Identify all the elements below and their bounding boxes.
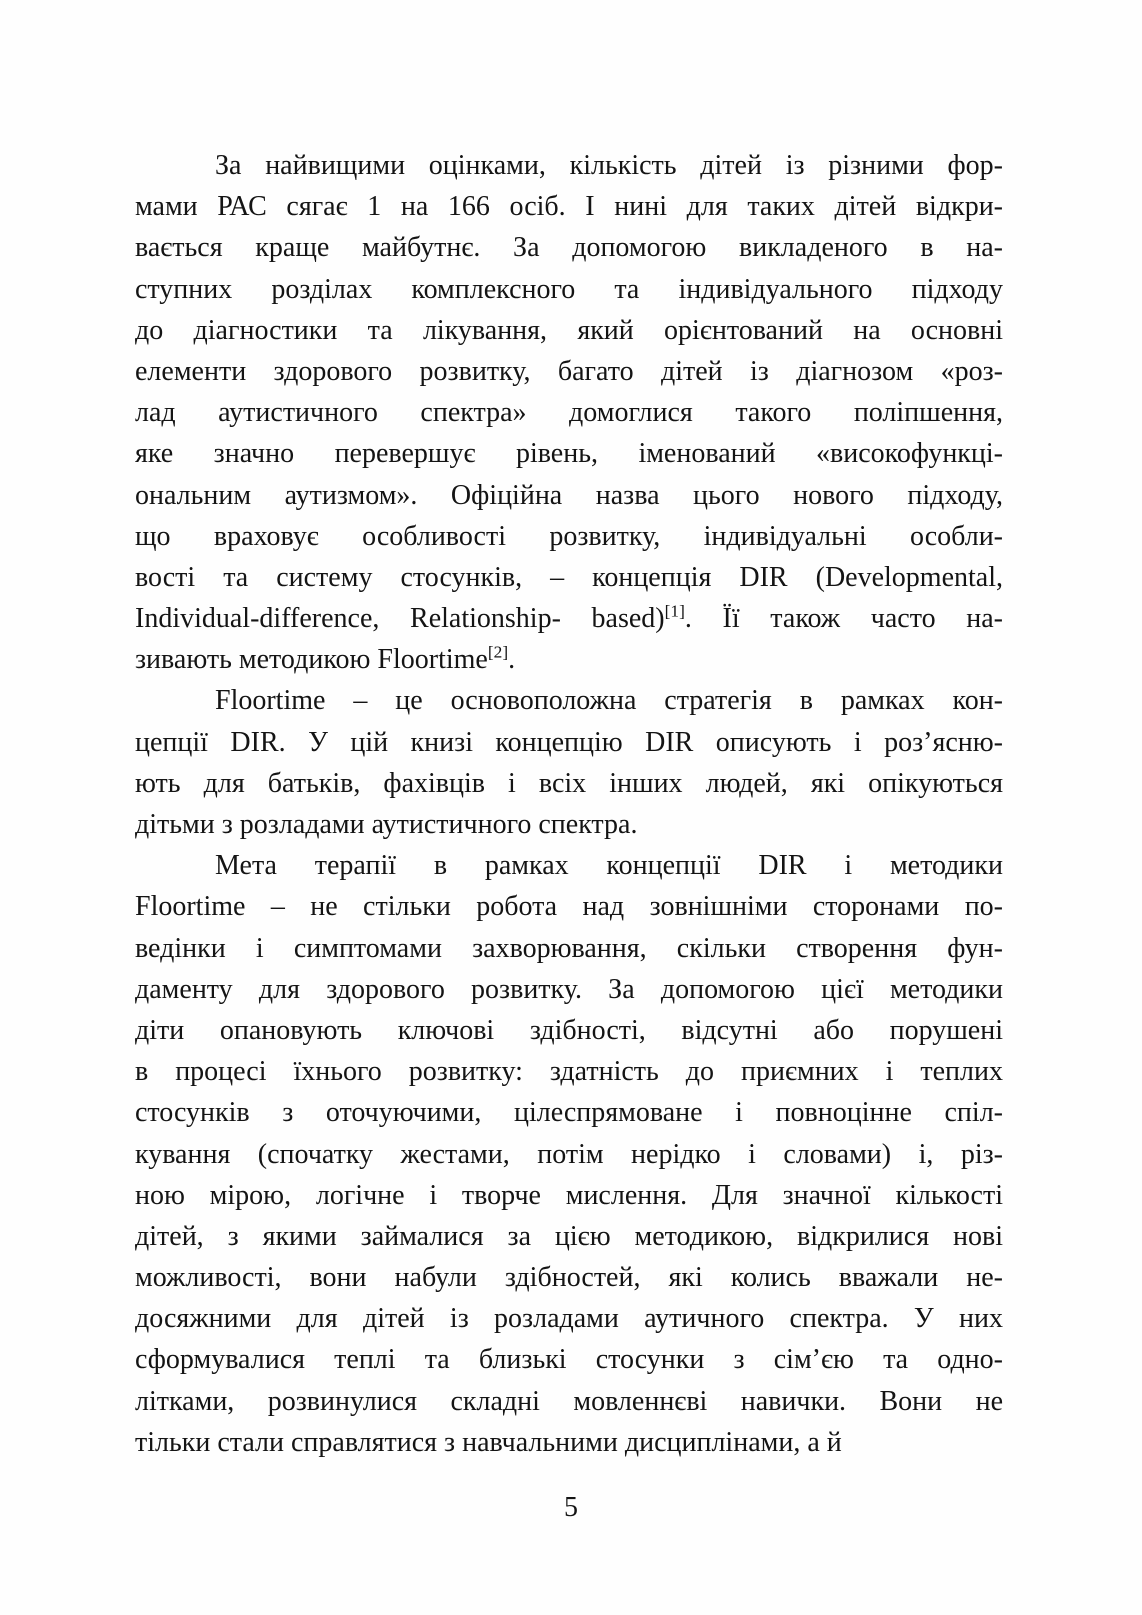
text-line: лад аутистичного спектра» домоглися такого поліпшення, — [135, 397, 1003, 429]
text-line: дітей, з якими займалися за цією методикою, відкрилися нові — [135, 1220, 1003, 1252]
text-line: кування (спочатку жестами, потім нерідко і словами) і, різ- — [135, 1138, 1003, 1170]
text-line: ональним аутизмом». Офіційна назва цього нового підходу, — [135, 479, 1003, 511]
text-line: що враховує особливості розвитку, індивідуальні особли- — [135, 520, 1003, 552]
page-number: 5 — [564, 1492, 578, 1523]
paragraph — [135, 145, 1003, 680]
text-line: дітьми з розладами аутистичного спектра. — [135, 809, 638, 840]
text-line: елементи здорового розвитку, багато дітей із діагнозом «роз- — [135, 355, 1003, 387]
text-line: мами РАС сягає 1 на 166 осіб. І нині для таких дітей відкри- — [135, 191, 1003, 223]
text-line: вості та систему стосунків, – концепція DIR (Developmental, — [135, 561, 1003, 593]
page-text — [135, 145, 1003, 1463]
text-line: ступних розділах комплексного та індивідуального підходу — [135, 273, 1003, 305]
text-line: вається краще майбутнє. За допомогою викладеного в на- — [135, 232, 1003, 264]
text-line: Floortime – не стільки робота над зовнішніми сторонами по- — [135, 891, 1003, 923]
text-line: За найвищими оцінками, кількість дітей із різними фор- — [215, 150, 1003, 181]
text-line: можливості, вони набули здібностей, які колись вважали не- — [135, 1262, 1003, 1294]
text-line: діти опановують ключові здібності, відсутні або порушені — [135, 1014, 1003, 1046]
text-line: ють для батьків, фахівців і всіх інших людей, які опікуються — [135, 767, 1003, 799]
text-line: тільки стали справлятися з навчальними дисциплінами, а й — [135, 1426, 842, 1458]
text-line: досяжними для дітей із розладами аутичного спектра. У них — [135, 1303, 1003, 1335]
text-line: ведінки і симптомами захворювання, скільки створення фун- — [135, 932, 1003, 964]
text-line: Floortime – це основоположна стратегія в рамках кон- — [215, 685, 1003, 717]
text-line: до діагностики та лікування, який орієнтований на основні — [135, 314, 1003, 346]
text-line: ною мірою, логічне і творче мислення. Для значної кількості — [135, 1179, 1003, 1211]
text-line: літками, розвинулися складні мовленнєві навички. Вони не — [135, 1385, 1003, 1417]
paragraph — [135, 680, 1003, 845]
text-line: в процесі їхнього розвитку: здатність до приємних і теплих — [135, 1056, 1003, 1088]
text-line: Individual-difference, Relationship- based)[1]. Її також часто на- — [135, 601, 1003, 635]
text-line: сформувалися теплі та близькі стосунки з сім’єю та одно- — [135, 1344, 1003, 1376]
text-line: зивають методикою Floortime[2]. — [135, 642, 516, 676]
text-line: даменту для здорового розвитку. За допомогою цієї методики — [135, 973, 1003, 1005]
text-line: Мета терапії в рамках концепції DIR і методики — [215, 850, 1003, 882]
text-line: стосунків з оточуючими, цілеспрямоване і повноцінне спіл- — [135, 1097, 1003, 1129]
text-line: цепції DIR. У цій книзі концепцію DIR описують і роз’ясню- — [135, 726, 1003, 758]
text-line: яке значно перевершує рівень, іменований «високофункці- — [135, 438, 1003, 470]
paragraph — [135, 845, 1003, 1463]
